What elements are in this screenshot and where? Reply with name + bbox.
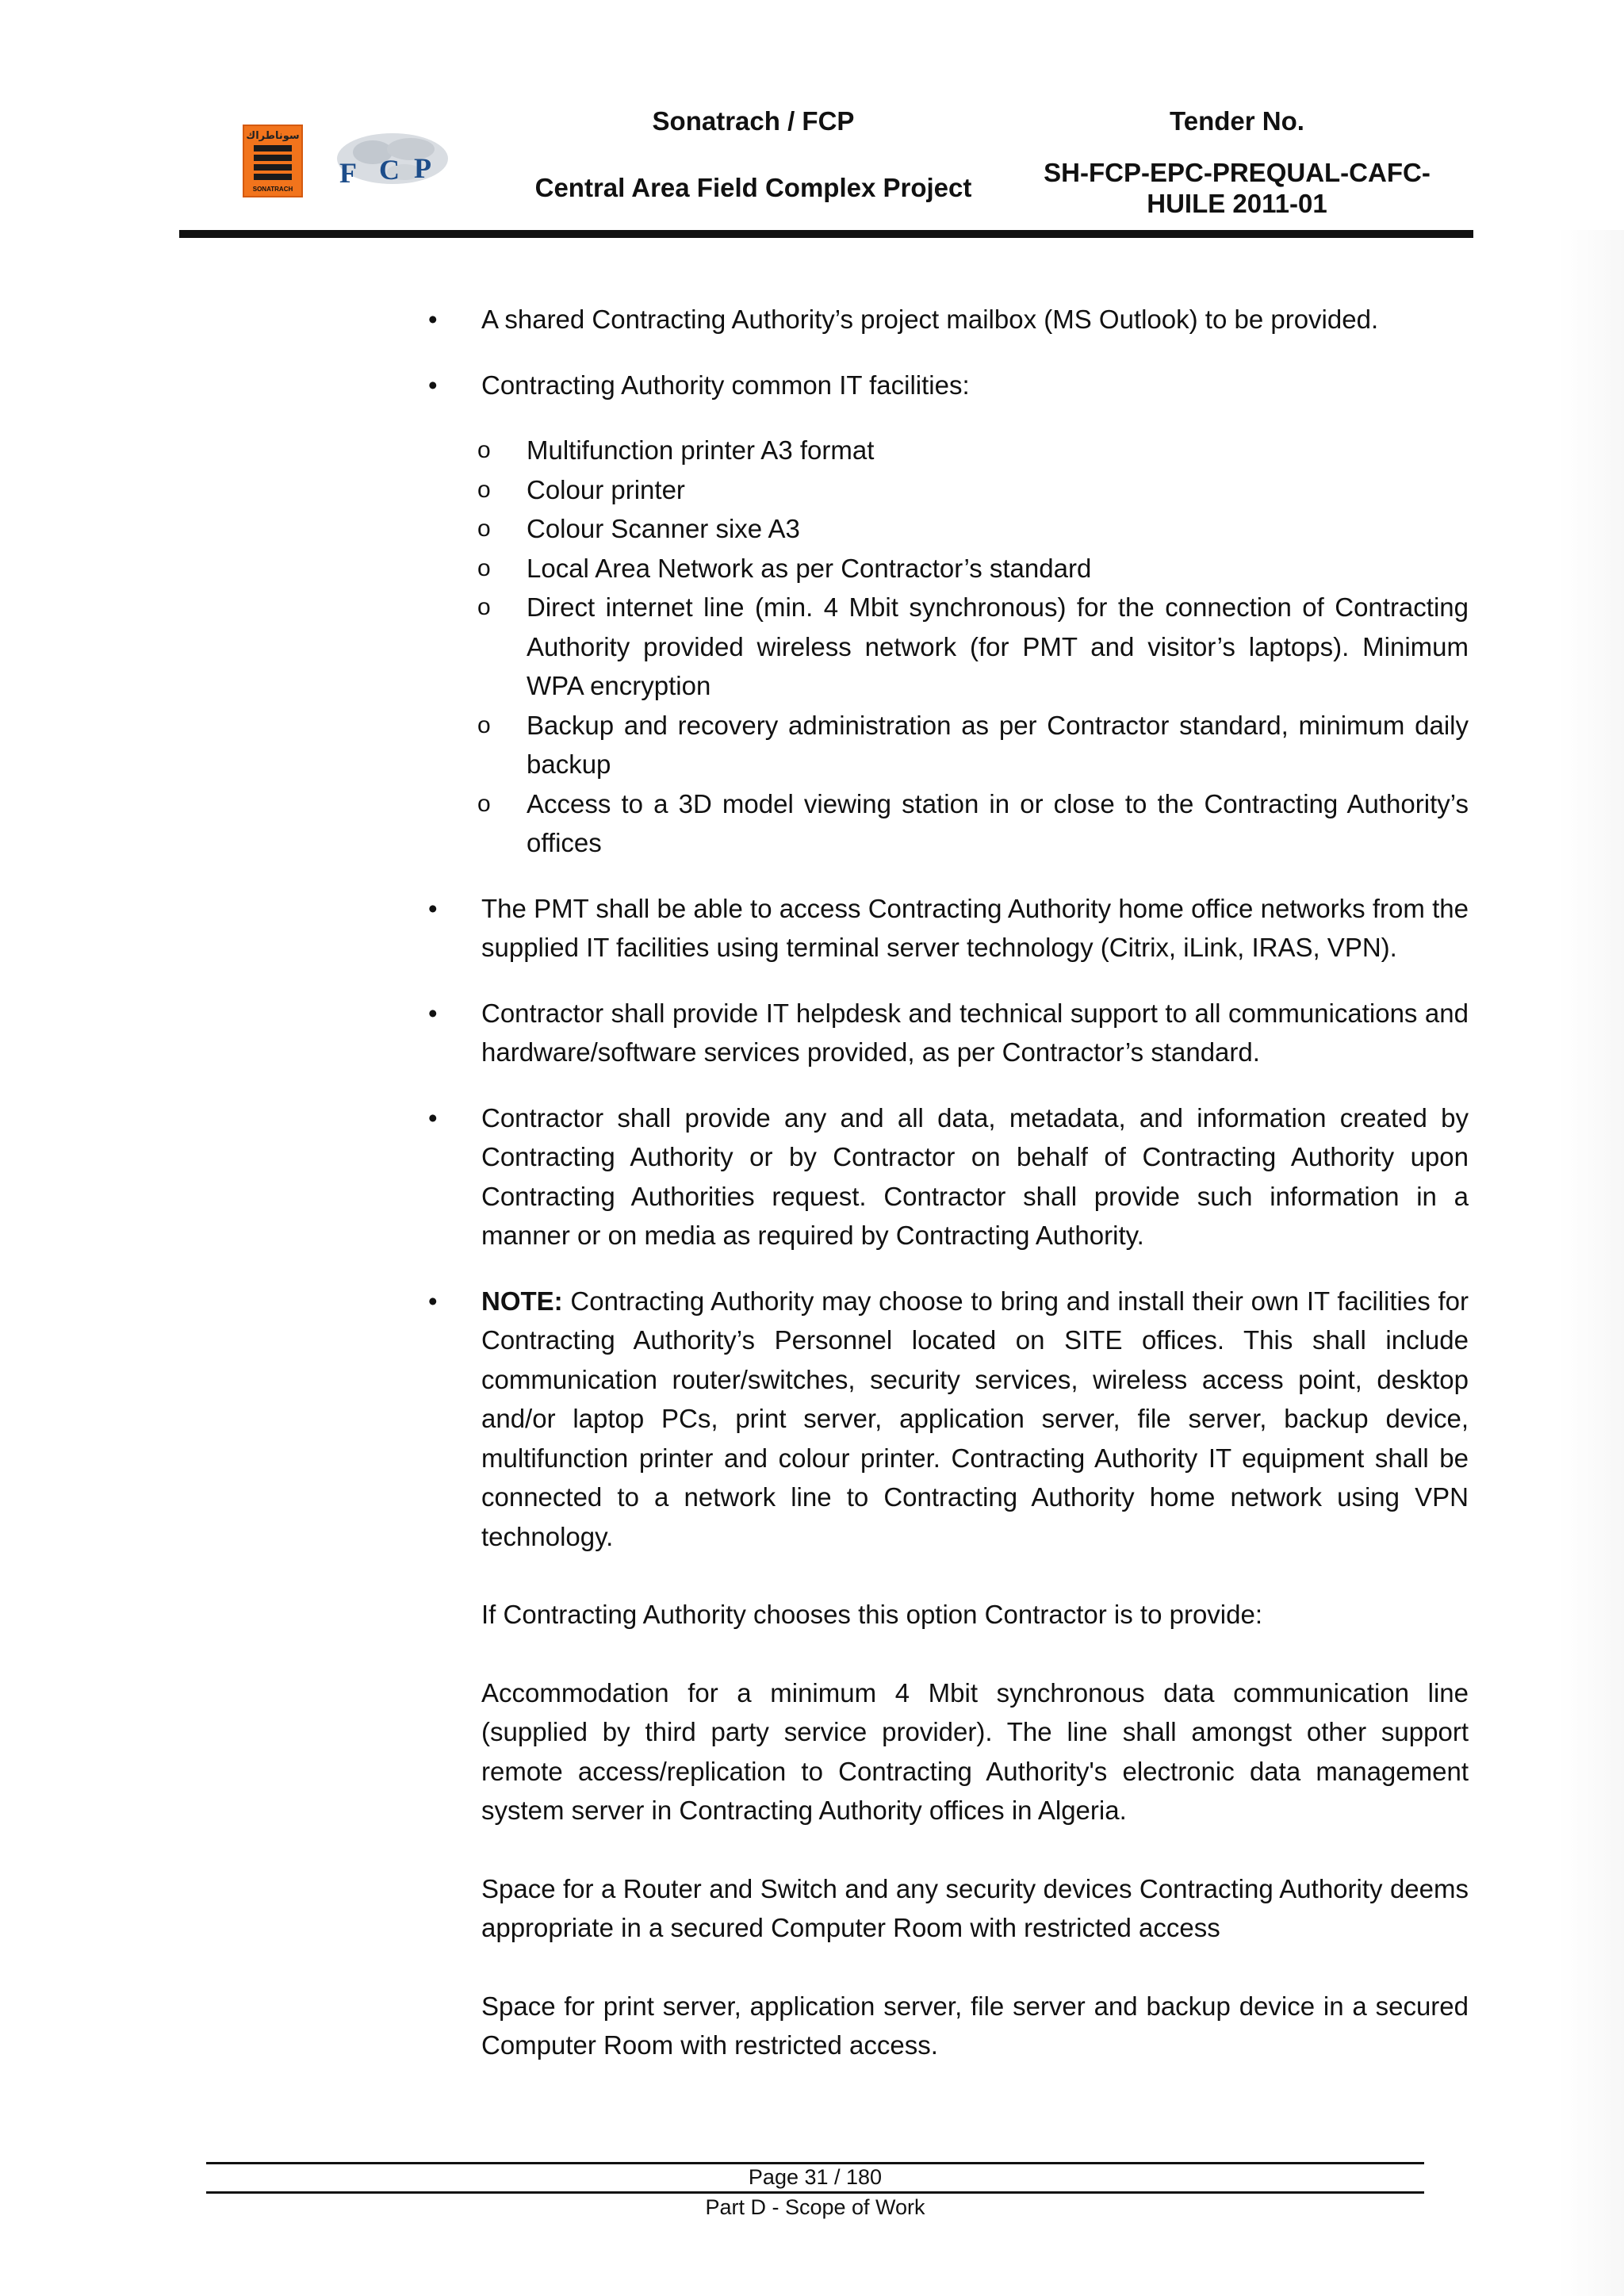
page-edge-shadow [1558,230,1624,2296]
list-item: o Access to a 3D model viewing station in or close to the Contracting Authority’s offices [527,784,1469,863]
sonatrach-logo-name: SONATRACH [252,186,293,193]
note-text: Contracting Authority may choose to bring and install their own IT facilities for Contracting Authority’s Personnel located on SITE offices. This shall include communication router/switches, security services, wireless access point, desktop and/or laptop PCs, print server, application server, file server, backup device, multifunction printer and colour printer. Contracting Authority IT equipment shall be connected to a network line to Contracting Authority home network using VPN technology. [481,1286,1469,1551]
it-facilities-list [375,431,1469,863]
footer-part-title: Part D - Scope of Work [705,2195,925,2219]
list-item: o Colour printer [527,470,1469,510]
fcp-logo-letter-c: C [379,154,400,186]
header-tender-number-line2: HUILE 2011-01 [1147,189,1327,218]
sonatrach-logo [243,125,303,197]
footer-divider-bottom [206,2191,1424,2194]
bullet-data-provision: • Contractor shall provide any and all data, metadata, and information created by Contracting Authority or by Contractor on behalf of Contracting Authority upon Contracting Authorities request. Contractor shall provide such information in a manner or on media as required by Contracting Authority. [428,1098,1469,1255]
footer-divider-top [206,2162,1424,2164]
bullet-note [428,1282,1469,1557]
bullet-pmt-access: • The PMT shall be able to access Contracting Authority home office networks from the supplied IT facilities using terminal server technology (Citrix, iLink, IRAS, VPN). [428,889,1469,968]
list-item: o Backup and recovery administration as per Contractor standard, minimum daily backup [527,706,1469,784]
paragraph-option: If Contracting Authority chooses this option Contractor is to provide: [481,1600,1263,1629]
header-company: Sonatrach / FCP [652,106,855,136]
list-item: o Colour Scanner sixe A3 [527,509,1469,549]
paragraph-accommodation: Accommodation for a minimum 4 Mbit synchronous data communication line (supplied by third party service provider). The line shall amongst other support remote access/replication to Contracting Authority's electronic data management system server in Contracting Authority offices in Algeria. [481,1677,1469,1825]
header-divider [179,230,1473,238]
footer-page-number: Page 31 / 180 [748,2165,883,2189]
bullet-it-facilities: • Contracting Authority common IT facilities: [428,366,1469,405]
header-tender-number-line1: SH-FCP-EPC-PREQUAL-CAFC- [1044,158,1431,187]
bullet-helpdesk: • Contractor shall provide IT helpdesk and technical support to all communications and hardware/software services provided, as per Contractor’s standard. [428,994,1469,1072]
paragraph-router-space: Space for a Router and Switch and any security devices Contracting Authority deems appropriate in a secured Computer Room with restricted access [481,1873,1469,1942]
sonatrach-logo-arabic: سوناطراك [246,129,300,141]
list-item: o Direct internet line (min. 4 Mbit synchronous) for the connection of Contracting Authority provided wireless network (for PMT and visitor’s laptops). Minimum WPA encryption [527,588,1469,706]
list-item: o Multifunction printer A3 format [527,431,1469,470]
fcp-logo-letter-p: P [414,152,431,184]
header-tender-number [1023,157,1451,219]
note-label: NOTE: [481,1286,563,1316]
list-item: o Local Area Network as per Contractor’s standard [527,549,1469,588]
bullet-mailbox: • A shared Contracting Authority’s project mailbox (MS Outlook) to be provided. [428,300,1469,339]
fcp-logo-letter-f: F [339,157,357,189]
paragraph-server-space: Space for print server, application server, file server and backup device in a secured Computer Room with restricted access. [481,1991,1469,2060]
header-tender-label: Tender No. [1170,106,1304,136]
page-content [428,300,1469,2065]
header-project: Central Area Field Complex Project [534,173,972,202]
fcp-logo [317,128,452,200]
